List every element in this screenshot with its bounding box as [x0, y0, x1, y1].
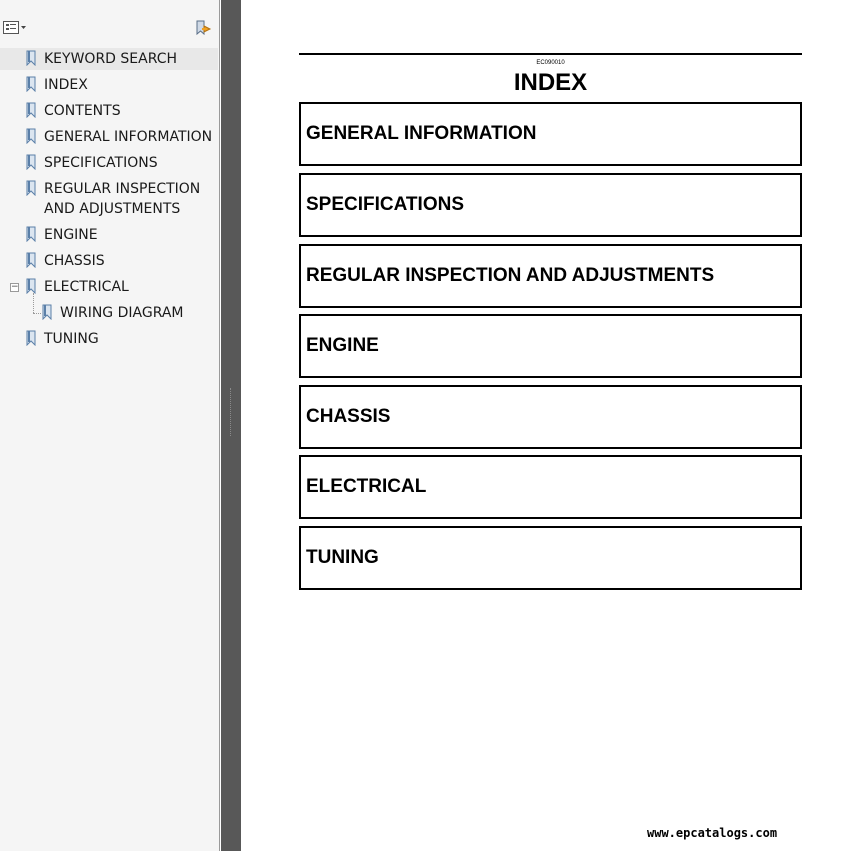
section-link-regular-inspection[interactable]: [299, 244, 802, 308]
section-link-engine[interactable]: [299, 314, 802, 378]
document-page: [241, 0, 859, 851]
bookmark-electrical[interactable]: [0, 276, 218, 298]
bookmark-label: CONTENTS: [44, 103, 121, 119]
section-label: CHASSIS: [306, 406, 391, 427]
bookmark-label-line1: REGULAR INSPECTION: [44, 181, 201, 197]
bookmark-icon: [25, 226, 37, 242]
bookmark-label: TUNING: [44, 331, 99, 347]
bookmark-icon: [25, 50, 37, 66]
bookmark-wiring-diagram[interactable]: [0, 302, 218, 324]
bookmark-label: SPECIFICATIONS: [44, 155, 158, 171]
bookmark-label: GENERAL INFORMATION: [44, 129, 213, 145]
bookmark-label: ELECTRICAL: [44, 279, 129, 295]
bookmark-label: KEYWORD SEARCH: [44, 51, 178, 67]
options-menu-icon[interactable]: [3, 20, 27, 36]
document-code: EC090010: [536, 60, 565, 66]
bookmark-regular-inspection[interactable]: [0, 178, 218, 220]
section-label: SPECIFICATIONS: [306, 194, 464, 215]
bookmark-engine[interactable]: [0, 224, 218, 246]
page-title: INDEX: [513, 69, 588, 96]
bookmark-label: ENGINE: [44, 227, 98, 243]
section-label: GENERAL INFORMATION: [306, 123, 537, 144]
bookmark-icon: [25, 154, 37, 170]
splitter-grip[interactable]: [230, 388, 233, 436]
footer-watermark: www.epcatalogs.com: [647, 826, 778, 840]
bookmark-icon: [41, 304, 53, 320]
section-link-tuning[interactable]: [299, 526, 802, 590]
section-link-electrical[interactable]: [299, 455, 802, 519]
bookmark-icon: [25, 76, 37, 92]
bookmark-general-information[interactable]: [0, 126, 218, 148]
bookmark-icon: [25, 102, 37, 118]
bookmark-keyword-search[interactable]: [0, 48, 218, 70]
section-link-general-information[interactable]: [299, 102, 802, 166]
bookmark-label: CHASSIS: [44, 253, 105, 269]
bookmark-label: WIRING DIAGRAM: [60, 305, 184, 321]
bookmark-icon: [25, 278, 37, 294]
bookmark-icon: [25, 252, 37, 268]
section-label: REGULAR INSPECTION AND ADJUSTMENTS: [306, 265, 715, 286]
bookmark-icon: [25, 128, 37, 144]
bookmark-specifications[interactable]: [0, 152, 218, 174]
bookmark-icon: [25, 330, 37, 346]
bookmark-index[interactable]: [0, 74, 218, 96]
section-label: ELECTRICAL: [306, 476, 427, 497]
bookmarks-toolbar: [0, 0, 220, 40]
section-label: ENGINE: [306, 335, 379, 356]
bookmark-tuning[interactable]: [0, 328, 218, 350]
section-link-chassis[interactable]: [299, 385, 802, 449]
bookmark-label-line2: AND ADJUSTMENTS: [44, 201, 181, 217]
panel-splitter[interactable]: [221, 0, 241, 851]
bookmark-icon: [25, 180, 37, 196]
bookmark-contents[interactable]: [0, 100, 218, 122]
header-rule: [299, 53, 802, 55]
bookmarks-panel: [0, 0, 220, 851]
section-link-specifications[interactable]: [299, 173, 802, 237]
bookmark-expand-icon[interactable]: [194, 19, 212, 37]
collapse-toggle[interactable]: −: [11, 282, 19, 292]
bookmark-chassis[interactable]: [0, 250, 218, 272]
section-label: TUNING: [306, 547, 379, 568]
bookmark-label: INDEX: [44, 77, 88, 93]
